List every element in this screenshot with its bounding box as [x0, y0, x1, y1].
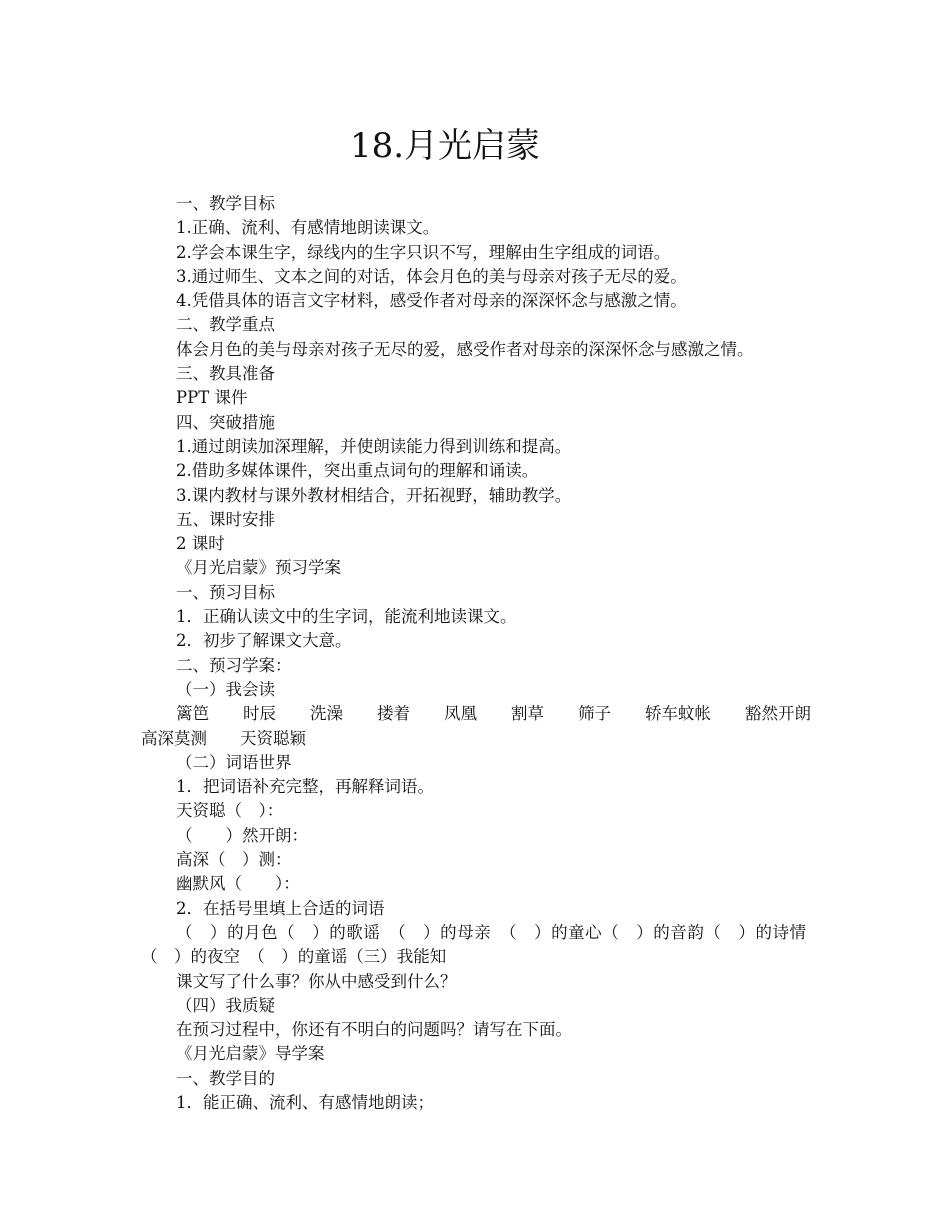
text-line: 2.借助多媒体课件，突出重点词句的理解和诵读。 — [176, 461, 539, 481]
text-line: 2．初步了解课文大意。 — [176, 631, 352, 651]
text-line: 四、突破措施 — [176, 412, 275, 432]
text-line: 2 课时 — [176, 534, 225, 554]
text-line: 体会月色的美与母亲对孩子无尽的爱，感受作者对母亲的深深怀念与感激之情。 — [176, 339, 754, 359]
text-line: 2.学会本课生字，绿线内的生字只识不写，理解由生字组成的词语。 — [176, 242, 671, 262]
word-item: 割草 — [511, 704, 544, 724]
text-line: 1．能正确、流利、有感情地朗读； — [176, 1092, 434, 1112]
text-line: 1．正确认读文中的生字词，能流利地读课文。 — [176, 607, 517, 627]
text-line: 4.凭借具体的语言文字材料，感受作者对母亲的深深怀念与感激之情。 — [176, 291, 687, 311]
word-item: 轿车蚊帐 — [645, 704, 711, 724]
text-line: 课文写了什么事？你从中感受到什么？ — [176, 971, 457, 991]
text-line: 一、教学目的 — [176, 1068, 275, 1088]
text-line: 《月光启蒙》预习学案 — [176, 558, 341, 578]
word-item: 豁然开朗 — [745, 704, 811, 724]
text-line: （一）我会读 — [176, 679, 275, 699]
word-item: 时辰 — [243, 704, 276, 724]
text-line: 1.通过朗读加深理解，并使朗读能力得到训练和提高。 — [176, 436, 572, 456]
fill-in-paragraph: （ ）的月色（ ）的歌谣 （ ）的母亲 （ ）的童心（ ）的音韵（ ）的诗情 （ ）的夜空 （ ）的童谣（三）我能知 — [141, 922, 823, 967]
text-line: PPT 课件 — [176, 388, 248, 408]
text-line: 1．把词语补充完整，再解释词语。 — [176, 777, 434, 797]
text-line: 幽默风（ ）： — [176, 874, 300, 894]
text-line: 3.课内教材与课外教材相结合，开拓视野，辅助教学。 — [176, 485, 572, 505]
text-line: 《月光启蒙》导学案 — [176, 1044, 325, 1064]
text-line: 在预习过程中，你还有不明白的问题吗？请写在下面。 — [176, 1020, 572, 1040]
text-line: 天资聪（ ）： — [176, 801, 284, 821]
word-item: 搂着 — [377, 704, 410, 724]
text-line: （四）我质疑 — [176, 995, 275, 1015]
word-item: 篱笆 — [176, 704, 209, 724]
text-line: （ ）然开朗： — [176, 825, 308, 845]
text-line: 1.正确、流利、有感情地朗读课文。 — [176, 218, 440, 238]
word-item: 洗澡 — [310, 704, 343, 724]
text-line: 三、教具准备 — [176, 364, 275, 384]
word-item: 凤凰 — [444, 704, 477, 724]
text-line: 五、课时安排 — [176, 509, 275, 529]
document-body — [141, 192, 831, 1115]
word-item: 筛子 — [578, 704, 611, 724]
text-line: 二、教学重点 — [176, 315, 275, 335]
text-line: （二）词语世界 — [176, 752, 292, 772]
text-line: 一、预习目标 — [176, 582, 275, 602]
word-list-row — [141, 702, 831, 726]
text-line: 2．在括号里填上合适的词语 — [176, 898, 385, 918]
text-line: 二、预习学案： — [176, 655, 292, 675]
text-line: 高深（ ）测： — [176, 850, 292, 870]
page-title: 18.月光启蒙 — [349, 126, 541, 166]
word-list-row-continued: 高深莫测 天资聪颖 — [141, 728, 306, 748]
text-line: 一、教学目标 — [176, 194, 275, 213]
text-line: 3.通过师生、文本之间的对话，体会月色的美与母亲对孩子无尽的爱。 — [176, 266, 687, 286]
